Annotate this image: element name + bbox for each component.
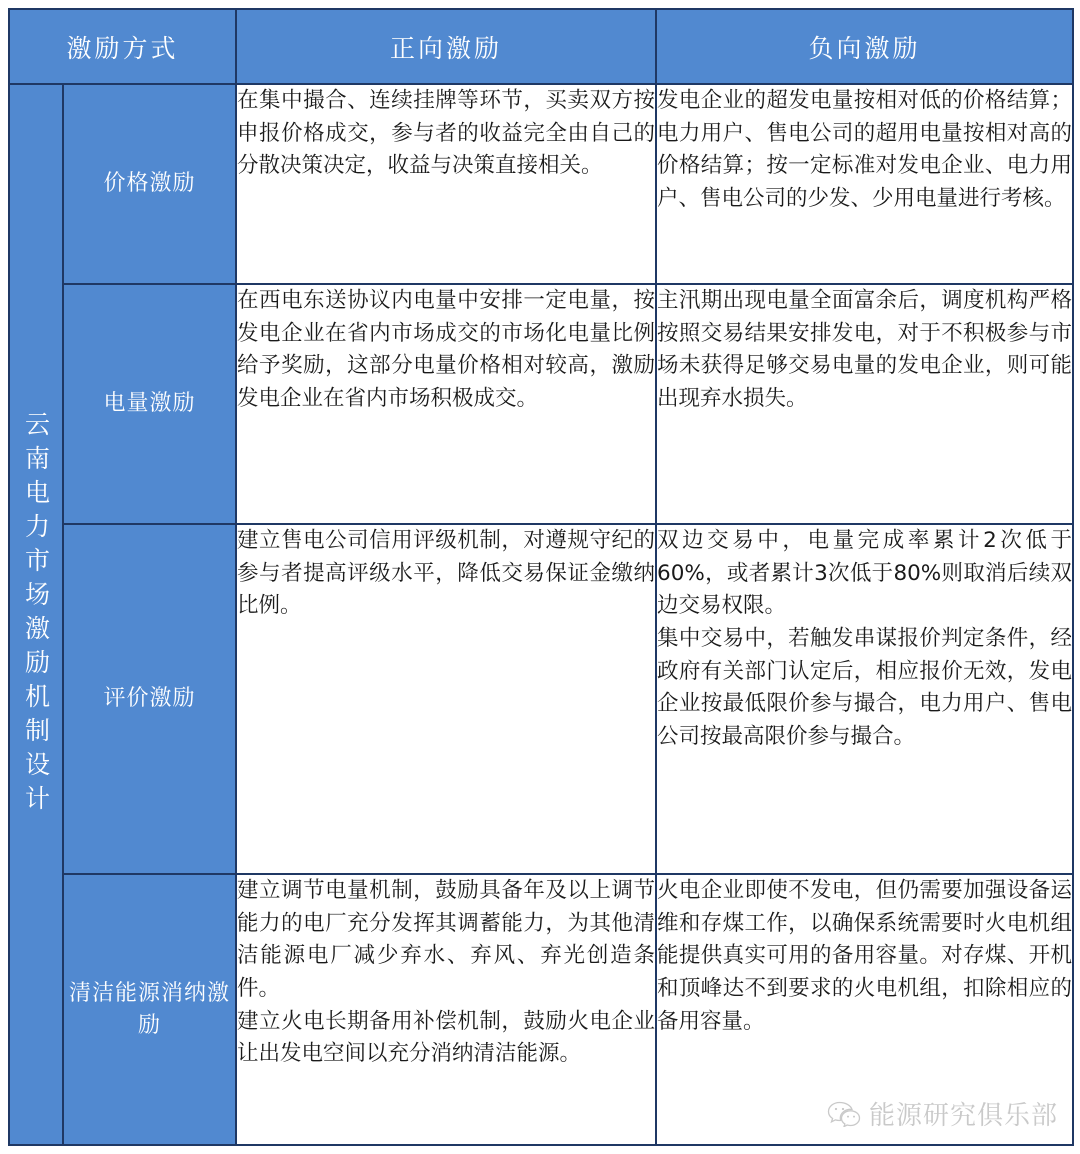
paragraph: 双边交易中，电量完成率累计2次低于60%，或者累计3次低于80%则取消后续双边交易权限。	[657, 528, 1073, 619]
table-row	[9, 84, 1073, 284]
incentive-mechanism-table	[8, 8, 1074, 1146]
watermark-text: 能源研究俱乐部	[868, 1101, 1058, 1131]
vertical-section-label-text: 云南电力市场激励机制设计	[21, 410, 51, 819]
table-row	[9, 524, 1073, 874]
paragraph: 火电企业即使不发电，但仍需要加强设备运维和存煤工作，以确保系统需要时火电机组能提供真实可用的备用容量。对存煤、开机和顶峰达不到要求的火电机组，扣除相应的备用容量。	[657, 878, 1073, 1034]
paragraph: 在西电东送协议内电量中安排一定电量，按发电企业在省内市场成交的市场化电量比例给予奖励，这部分电量价格相对较高，激励发电企业在省内市场积极成交。	[237, 288, 656, 412]
cell-negative-price	[656, 84, 1073, 284]
cell-negative-volume	[656, 284, 1073, 524]
vertical-section-label	[9, 84, 63, 1145]
cell-positive-price	[236, 84, 656, 284]
paragraph: 主汛期出现电量全面富余后，调度机构严格按照交易结果安排发电，对于不积极参与市场未获得足够交易电量的发电企业，则可能出现弃水损失。	[657, 288, 1073, 412]
cell-positive-evaluation	[236, 524, 656, 874]
cell-negative-evaluation	[656, 524, 1073, 874]
table-row	[9, 284, 1073, 524]
header-cell-method: 激励方式	[9, 9, 236, 84]
paragraph: 集中交易中，若触发串谋报价判定条件，经政府有关部门认定后，相应报价无效，发电企业按最低限价参与撮合，电力用户、售电公司按最高限价参与撮合。	[657, 626, 1073, 750]
row-label-volume-incentive: 电量激励	[63, 284, 236, 524]
table-row	[9, 874, 1073, 1145]
cell-positive-volume	[236, 284, 656, 524]
table-header-row	[9, 9, 1073, 84]
paragraph: 发电企业的超发电量按相对低的价格结算；电力用户、售电公司的超用电量按相对高的价格结算；按一定标准对发电企业、电力用户、售电公司的少发、少用电量进行考核。	[657, 88, 1073, 212]
paragraph: 建立售电公司信用评级机制，对遵规守纪的参与者提高评级水平，降低交易保证金缴纳比例。	[237, 528, 656, 619]
paragraph: 在集中撮合、连续挂牌等环节，买卖双方按申报价格成交，参与者的收益完全由自己的分散决策决定，收益与决策直接相关。	[237, 88, 656, 179]
paragraph: 建立火电长期备用补偿机制，鼓励火电企业让出发电空间以充分消纳清洁能源。	[237, 1008, 656, 1067]
row-label-price-incentive: 价格激励	[63, 84, 236, 284]
header-cell-negative: 负向激励	[656, 9, 1073, 84]
header-cell-positive: 正向激励	[236, 9, 656, 84]
paragraph: 建立调节电量机制，鼓励具备年及以上调节能力的电厂充分发挥其调蓄能力，为其他清洁能源电厂减少弃水、弃风、弃光创造条件。	[237, 878, 656, 1002]
row-label-clean-energy-incentive: 清洁能源消纳激励	[63, 874, 236, 1145]
row-label-evaluation-incentive: 评价激励	[63, 524, 236, 874]
cell-negative-clean-energy	[656, 874, 1073, 1145]
cell-positive-clean-energy	[236, 874, 656, 1145]
